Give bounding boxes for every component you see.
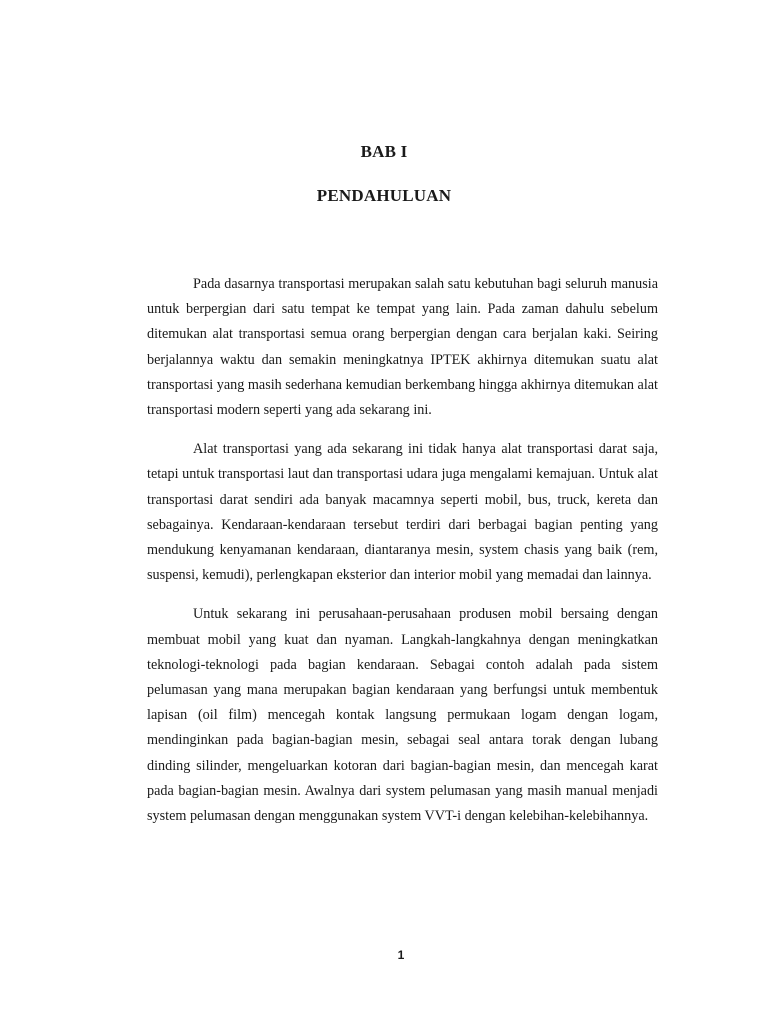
page-number: 1: [397, 948, 405, 962]
paragraph: Alat transportasi yang ada sekarang ini tidak hanya alat transportasi darat saja, tetapi untuk transportasi laut dan transportasi udara juga mengalami kemajuan. Untuk alat transportasi darat sendiri ada banyak macamnya seperti mobil, bus, truck, kereta dan sebagainya. Kendaraan-kendaraan tersebut terdiri dari berbagai bagian penting yang mendukung kenyamanan kendaraan, diantaranya mesin, system chasis yang baik (rem, suspensi, kemudi), perlengkapan eksterior dan interior mobil yang memadai dan lainnya.: [147, 441, 658, 584]
paragraph: Pada dasarnya transportasi merupakan salah satu kebutuhan bagi seluruh manusia untuk berpergian dari satu tempat ke tempat yang lain. Pada zaman dahulu sebelum ditemukan alat transportasi semua orang berpergian dengan cara berjalan kaki. Seiring berjalannya waktu dan semakin meningkatnya IPTEK akhirnya ditemukan suatu alat transportasi yang masih sederhana kemudian berkembang hingga akhirnya ditemukan alat transportasi modern seperti yang ada sekarang ini.: [147, 276, 658, 419]
chapter-number: BAB I: [360, 142, 408, 161]
chapter-title: PENDAHULUAN: [316, 186, 452, 205]
paragraph: Untuk sekarang ini perusahaan-perusahaan produsen mobil bersaing dengan membuat mobil yang kuat dan nyaman. Langkah-langkahnya dengan meningkatkan teknologi-teknologi pada bagian kendaraan. Sebagai contoh adalah pada sistem pelumasan yang mana merupakan bagian kendaraan yang berfungsi untuk membentuk lapisan (oil film) mencegah kontak langsung permukaan logam dengan logam, mendinginkan pada bagian-bagian mesin, sebagai seal antara torak dengan lubang dinding silinder, mengeluarkan kotoran dari bagian-bagian mesin, dan mencegah karat pada bagian-bagian mesin. Awalnya dari system pelumasan yang masih manual menjadi system pelumasan dengan menggunakan system VVT-i dengan kelebihan-kelebihannya.: [147, 606, 658, 825]
body-text: [147, 272, 658, 843]
